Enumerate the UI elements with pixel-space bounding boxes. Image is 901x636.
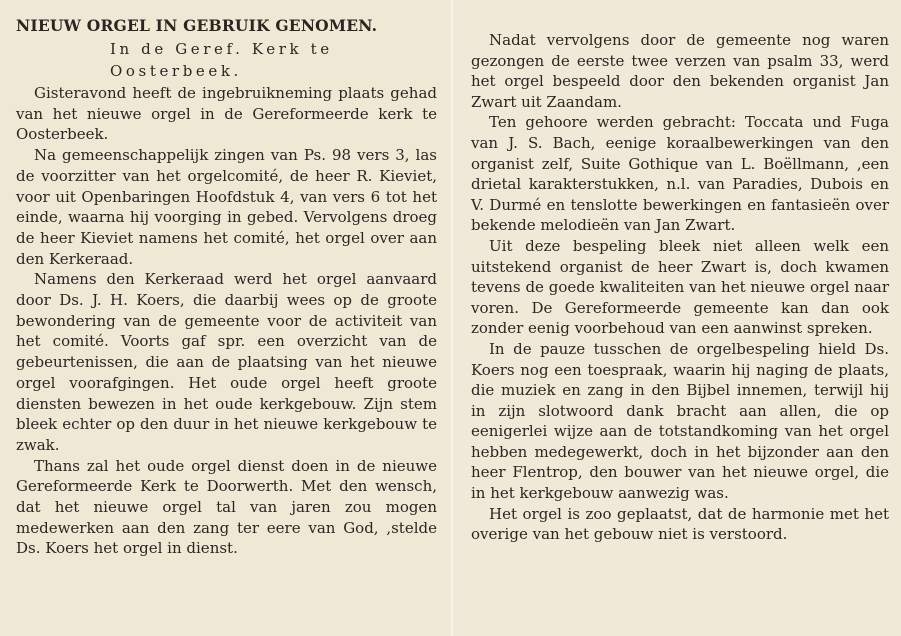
article-paragraph: Nadat vervolgens door de gemeente nog waren gezongen de eerste twee verzen van psalm 33, werd het orgel bespeeld door den bekenden organist Jan Zwart uit Zaandam. — [471, 31, 889, 111]
article-column-right — [453, 0, 901, 636]
article-paragraph: Na gemeenschappelijk zingen van Ps. 98 vers 3, las de voorzitter van het orgelcomité, de heer R. Kieviet, voor uit Openbaringen Hoofdstuk 4, van vers 6 tot het einde, waarna hij voorging in gebed. Vervolgens droeg de heer Kieviet namens het comité, het orgel over aan den Kerkeraad. — [16, 146, 437, 268]
article-paragraph: Thans zal het oude orgel dienst doen in de nieuwe Gereformeerde Kerk te Doorwerth. Met den wensch, dat het nieuwe orgel tal van jaren zou mogen medewerken aan den zang ter eere van God, ,stelde Ds. Koers het orgel in dienst. — [16, 456, 437, 558]
article-paragraph: Gisteravond heeft de ingebruikneming plaats gehad van het nieuwe orgel in de Gereformeerde kerk te Oosterbeek. — [16, 84, 437, 144]
article-paragraph: In de pauze tusschen de orgelbespeling hield Ds. Koers nog een toespraak, waarin hij naging de plaats, die muziek en zang in den Bijbel innemen, terwijl hij in zijn slotwoord dank bracht aan allen, die op eenigerlei wijze aan de totstandkoming van het orgel hebben medegewerkt, doch in het bijzonder aan den heer Flentrop, den bouwer van het nieuwe orgel, die in het kerkgebouw aanwezig was. — [471, 339, 889, 503]
article-headline: NIEUW ORGEL IN GEBRUIK GENOMEN. — [16, 16, 378, 35]
article-paragraph: Ten gehoore werden gebracht: Toccata und Fuga van J. S. Bach, eenige koraalbewerkingen van den organist zelf, Suite Gothique van L. Boëllmann, ,een drietal karakterstukken, n.l. van Paradies, Dubois en V. Durmé en tenslotte bewerkingen en fantasieën over bekende melodieën van Jan Zwart. — [471, 113, 889, 235]
article-paragraph: Uit deze bespeling bleek niet alleen welk een uitstekend organist de heer Zwart is, doch kwamen tevens de goede kwaliteiten van het nieuwe orgel naar voren. De Gereformeerde gemeente kan dan ook zonder eenig voorbehoud van een aanwinst spreken. — [471, 236, 889, 338]
article-subhead: In de Geref. Kerk te Oosterbeek. — [110, 40, 333, 80]
article-paragraph: Het orgel is zoo geplaatst, dat de harmonie met het overige van het gebouw niet is verstoord. — [471, 504, 889, 544]
article-paragraph: Namens den Kerkeraad werd het orgel aanvaard door Ds. J. H. Koers, die daarbij wees op de groote bewondering van de gemeente voor de activiteit van het comité. Voorts gaf spr. een overzicht van de gebeurtenissen, die aan de plaatsing van het nieuwe orgel voorafgingen. Het oude orgel heeft groote diensten bewezen in het oude kerkgebouw. Zijn stem bleek echter op den duur in het nieuwe kerkgebouw te zwak. — [16, 270, 437, 454]
